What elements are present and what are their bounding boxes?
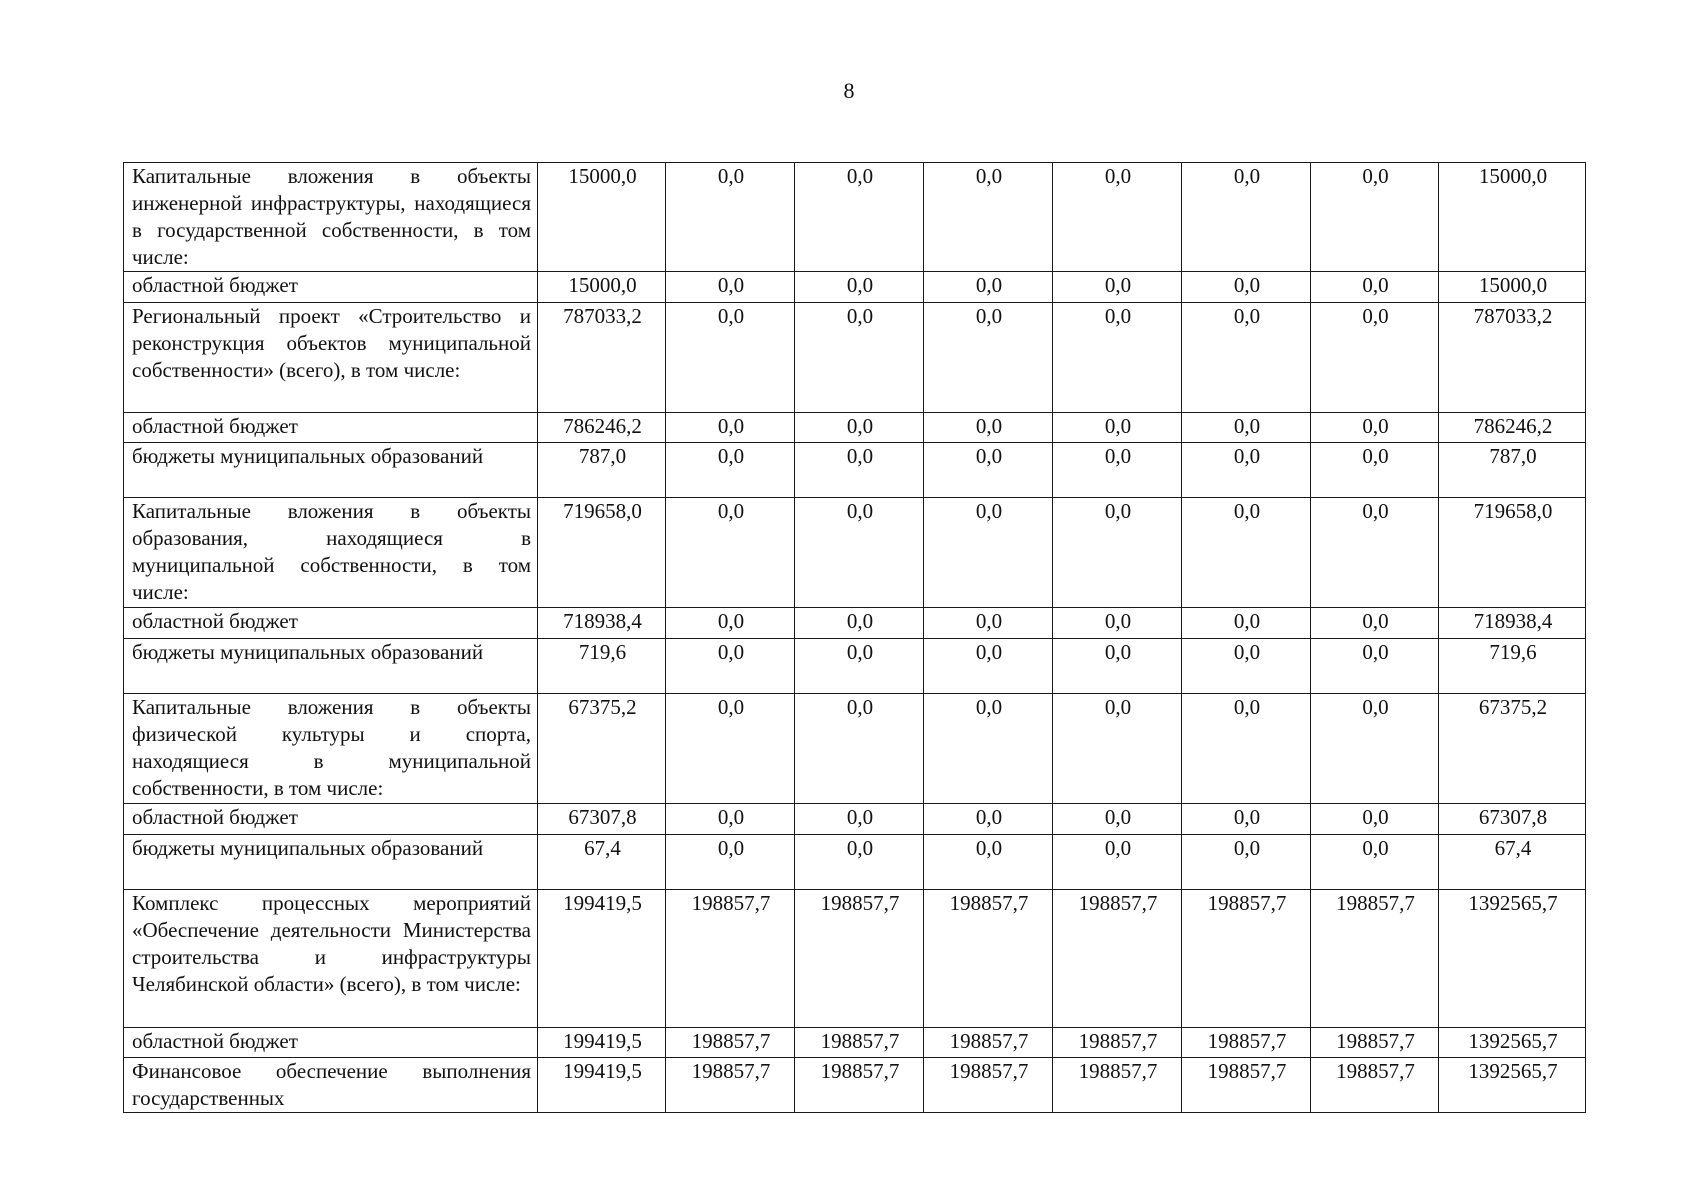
year-value-cell: 15000,0 <box>538 163 666 272</box>
year-value-cell: 0,0 <box>1182 498 1311 608</box>
table-row <box>124 835 1586 890</box>
row-total-cell: 15000,0 <box>1439 163 1586 272</box>
table-row <box>124 163 1586 272</box>
row-total-cell: 719,6 <box>1439 639 1586 694</box>
row-total-cell: 1392565,7 <box>1439 1058 1586 1113</box>
table-row <box>124 608 1586 639</box>
year-value-cell: 67375,2 <box>538 694 666 804</box>
year-value-cell: 0,0 <box>924 272 1053 303</box>
year-value-cell: 0,0 <box>666 413 795 443</box>
year-value-cell: 198857,7 <box>666 890 795 1028</box>
year-value-cell: 0,0 <box>1053 163 1182 272</box>
row-total-cell: 67307,8 <box>1439 804 1586 835</box>
year-value-cell: 0,0 <box>1053 272 1182 303</box>
table-row <box>124 694 1586 804</box>
row-total-cell: 1392565,7 <box>1439 890 1586 1028</box>
year-value-cell: 719,6 <box>538 639 666 694</box>
table-row <box>124 804 1586 835</box>
year-value-cell: 0,0 <box>1311 639 1439 694</box>
table-row <box>124 1058 1586 1113</box>
year-value-cell: 0,0 <box>1182 272 1311 303</box>
row-label: областной бюджет <box>124 413 538 443</box>
year-value-cell: 0,0 <box>1311 443 1439 498</box>
year-value-cell: 0,0 <box>924 498 1053 608</box>
row-label: областной бюджет <box>124 1028 538 1058</box>
year-value-cell: 0,0 <box>1182 608 1311 639</box>
row-label: Комплекс процессных мероприятий «Обеспечение деятельности Министерства строительства и инфраструктуры Челябинской области» (всего), в том числе: <box>124 890 538 1028</box>
year-value-cell: 0,0 <box>924 639 1053 694</box>
year-value-cell: 787033,2 <box>538 303 666 413</box>
year-value-cell: 0,0 <box>924 835 1053 890</box>
year-value-cell: 0,0 <box>924 694 1053 804</box>
year-value-cell: 0,0 <box>1311 413 1439 443</box>
row-label: бюджеты муниципальных образований <box>124 443 538 498</box>
year-value-cell: 199419,5 <box>538 1058 666 1113</box>
row-label: Региональный проект «Строительство и реконструкция объектов муниципальной собственности» (всего), в том числе: <box>124 303 538 413</box>
row-total-cell: 786246,2 <box>1439 413 1586 443</box>
year-value-cell: 198857,7 <box>924 1028 1053 1058</box>
year-value-cell: 198857,7 <box>666 1058 795 1113</box>
year-value-cell: 198857,7 <box>1311 1028 1439 1058</box>
row-label: бюджеты муниципальных образований <box>124 835 538 890</box>
year-value-cell: 719658,0 <box>538 498 666 608</box>
row-label: бюджеты муниципальных образований <box>124 639 538 694</box>
year-value-cell: 198857,7 <box>795 1058 924 1113</box>
year-value-cell: 0,0 <box>1053 303 1182 413</box>
year-value-cell: 0,0 <box>795 608 924 639</box>
year-value-cell: 0,0 <box>1311 303 1439 413</box>
year-value-cell: 0,0 <box>795 804 924 835</box>
year-value-cell: 198857,7 <box>1311 890 1439 1028</box>
year-value-cell: 787,0 <box>538 443 666 498</box>
year-value-cell: 0,0 <box>666 639 795 694</box>
year-value-cell: 0,0 <box>1053 443 1182 498</box>
year-value-cell: 0,0 <box>1053 835 1182 890</box>
table-row <box>124 890 1586 1028</box>
row-label: областной бюджет <box>124 272 538 303</box>
table-row <box>124 413 1586 443</box>
year-value-cell: 0,0 <box>1182 163 1311 272</box>
row-total-cell: 1392565,7 <box>1439 1028 1586 1058</box>
year-value-cell: 0,0 <box>1311 694 1439 804</box>
year-value-cell: 198857,7 <box>1182 1028 1311 1058</box>
year-value-cell: 786246,2 <box>538 413 666 443</box>
year-value-cell: 67,4 <box>538 835 666 890</box>
year-value-cell: 0,0 <box>1053 413 1182 443</box>
year-value-cell: 0,0 <box>1053 694 1182 804</box>
budget-table <box>123 162 1586 1113</box>
year-value-cell: 67307,8 <box>538 804 666 835</box>
year-value-cell: 718938,4 <box>538 608 666 639</box>
row-label: Финансовое обеспечение выполнения государственных <box>124 1058 538 1113</box>
year-value-cell: 0,0 <box>795 694 924 804</box>
year-value-cell: 198857,7 <box>1053 1028 1182 1058</box>
year-value-cell: 198857,7 <box>666 1028 795 1058</box>
year-value-cell: 198857,7 <box>1182 1058 1311 1113</box>
year-value-cell: 0,0 <box>795 413 924 443</box>
year-value-cell: 198857,7 <box>1053 1058 1182 1113</box>
year-value-cell: 199419,5 <box>538 1028 666 1058</box>
year-value-cell: 0,0 <box>666 608 795 639</box>
table-row <box>124 498 1586 608</box>
year-value-cell: 0,0 <box>666 443 795 498</box>
year-value-cell: 0,0 <box>666 804 795 835</box>
year-value-cell: 0,0 <box>1311 608 1439 639</box>
page-number: 8 <box>843 78 855 103</box>
row-total-cell: 15000,0 <box>1439 272 1586 303</box>
year-value-cell: 0,0 <box>1053 804 1182 835</box>
year-value-cell: 0,0 <box>1182 303 1311 413</box>
year-value-cell: 0,0 <box>666 835 795 890</box>
year-value-cell: 0,0 <box>1311 498 1439 608</box>
year-value-cell: 0,0 <box>1182 639 1311 694</box>
year-value-cell: 0,0 <box>924 163 1053 272</box>
year-value-cell: 0,0 <box>795 639 924 694</box>
year-value-cell: 0,0 <box>795 498 924 608</box>
year-value-cell: 0,0 <box>1182 413 1311 443</box>
row-total-cell: 718938,4 <box>1439 608 1586 639</box>
year-value-cell: 0,0 <box>1053 498 1182 608</box>
table-body <box>124 163 1586 1113</box>
year-value-cell: 0,0 <box>924 303 1053 413</box>
year-value-cell: 199419,5 <box>538 890 666 1028</box>
table-row <box>124 1028 1586 1058</box>
row-label: областной бюджет <box>124 608 538 639</box>
row-total-cell: 67,4 <box>1439 835 1586 890</box>
table-row <box>124 272 1586 303</box>
year-value-cell: 0,0 <box>795 163 924 272</box>
row-label: Капитальные вложения в объекты образования, находящиеся в муниципальной собственности, в том числе: <box>124 498 538 608</box>
year-value-cell: 0,0 <box>1311 804 1439 835</box>
row-total-cell: 719658,0 <box>1439 498 1586 608</box>
year-value-cell: 0,0 <box>1182 835 1311 890</box>
year-value-cell: 0,0 <box>924 443 1053 498</box>
year-value-cell: 198857,7 <box>1182 890 1311 1028</box>
year-value-cell: 198857,7 <box>795 890 924 1028</box>
year-value-cell: 198857,7 <box>1311 1058 1439 1113</box>
year-value-cell: 0,0 <box>1182 804 1311 835</box>
row-label: областной бюджет <box>124 804 538 835</box>
year-value-cell: 0,0 <box>795 835 924 890</box>
row-label: Капитальные вложения в объекты инженерной инфраструктуры, находящиеся в государственной собственности, в том числе: <box>124 163 538 272</box>
table-row <box>124 443 1586 498</box>
year-value-cell: 0,0 <box>1182 694 1311 804</box>
year-value-cell: 0,0 <box>666 498 795 608</box>
year-value-cell: 0,0 <box>924 413 1053 443</box>
year-value-cell: 0,0 <box>1053 639 1182 694</box>
row-total-cell: 787033,2 <box>1439 303 1586 413</box>
table-row <box>124 639 1586 694</box>
year-value-cell: 0,0 <box>1311 163 1439 272</box>
year-value-cell: 198857,7 <box>1053 890 1182 1028</box>
year-value-cell: 0,0 <box>666 163 795 272</box>
year-value-cell: 0,0 <box>1311 272 1439 303</box>
year-value-cell: 0,0 <box>1182 443 1311 498</box>
year-value-cell: 0,0 <box>1311 835 1439 890</box>
year-value-cell: 198857,7 <box>924 1058 1053 1113</box>
year-value-cell: 0,0 <box>666 694 795 804</box>
year-value-cell: 0,0 <box>924 608 1053 639</box>
year-value-cell: 0,0 <box>795 303 924 413</box>
year-value-cell: 198857,7 <box>924 890 1053 1028</box>
year-value-cell: 0,0 <box>924 804 1053 835</box>
year-value-cell: 0,0 <box>666 303 795 413</box>
table-row <box>124 303 1586 413</box>
row-total-cell: 67375,2 <box>1439 694 1586 804</box>
row-label: Капитальные вложения в объекты физической культуры и спорта, находящиеся в муниципальной собственности, в том числе: <box>124 694 538 804</box>
year-value-cell: 0,0 <box>666 272 795 303</box>
year-value-cell: 0,0 <box>795 443 924 498</box>
row-total-cell: 787,0 <box>1439 443 1586 498</box>
year-value-cell: 198857,7 <box>795 1028 924 1058</box>
year-value-cell: 0,0 <box>1053 608 1182 639</box>
year-value-cell: 0,0 <box>795 272 924 303</box>
year-value-cell: 15000,0 <box>538 272 666 303</box>
